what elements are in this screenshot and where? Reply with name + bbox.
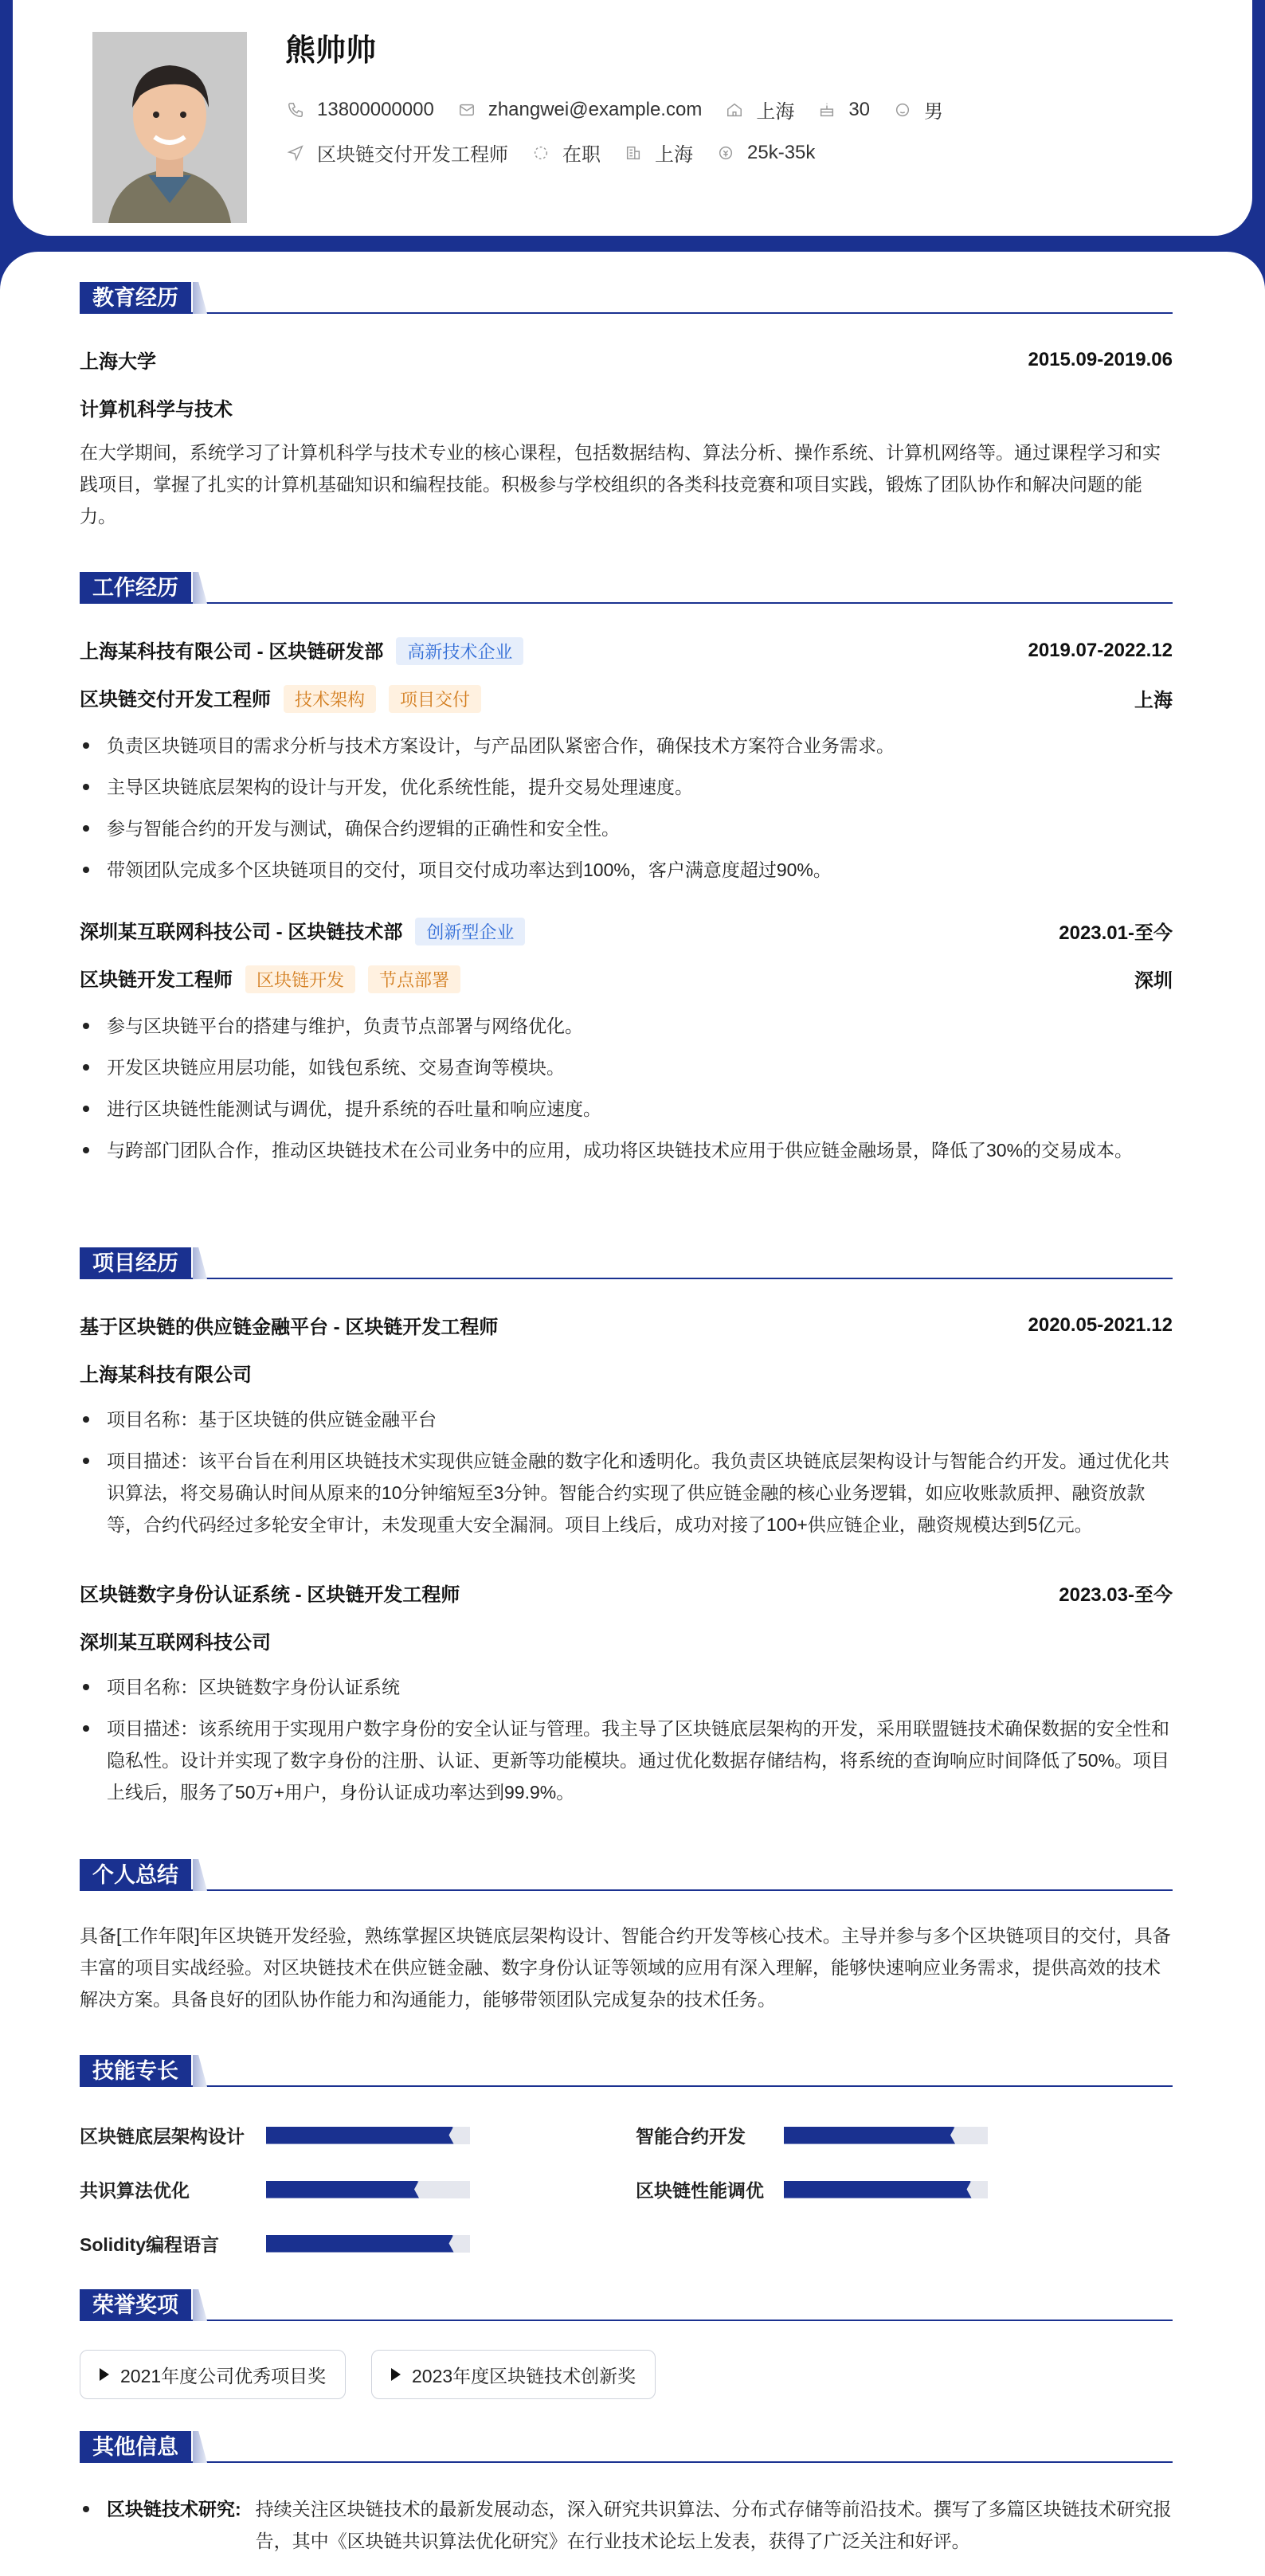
work-2-bullet: 进行区块链性能测试与调优，提升系统的吞吐量和响应速度。 [80, 1093, 1173, 1125]
skill-name: 共识算法优化 [80, 2180, 190, 2201]
skill-fill [784, 2127, 955, 2144]
money-icon [715, 143, 736, 163]
phone-text[interactable]: 13800000000 [317, 98, 434, 120]
project-1-period: 2020.05-2021.12 [1028, 1313, 1173, 1336]
email-item [456, 99, 703, 121]
project-2-bullet: 项目名称：区块链数字身份认证系统 [80, 1671, 1173, 1703]
skill-bar [784, 2181, 988, 2198]
age-item [817, 99, 870, 121]
gender-icon [892, 100, 913, 120]
skill-bar [266, 2235, 470, 2253]
work-2-location: 深圳 [1134, 970, 1173, 992]
section-tail [193, 2289, 207, 2321]
section-tail [193, 2431, 207, 2463]
education-major-row [80, 393, 1173, 421]
work-2-tag-1: 区块链开发 [245, 965, 355, 993]
education-header [80, 346, 1173, 374]
other-info-text: 持续关注区块链技术的最新发展动态，深入研究共识算法、分布式存储等前沿技术。撰写了多篇区块链技术研究报告，其中《区块链共识算法优化研究》在行业技术论坛上发表，获得了广泛关注和好评。 [255, 2499, 1172, 2551]
section-tail [193, 2055, 207, 2087]
project-1-bullet: 项目描述：该平台旨在利用区块链技术实现供应链金融的数字化和透明化。我负责区块链底层架构设计与智能合约开发。通过优化共识算法，将交易确认时间从原来的10分钟缩短至3分钟。智能合约实现了供应链金融的核心业务逻辑，如应收账款质押、融资放款等，合约代码经过多轮安全审计，未发现重大安全漏洞。项目上线后，成功对接了100+供应链企业，融资规模达到5亿元。 [80, 1445, 1173, 1541]
job-intent-row [285, 139, 837, 166]
work-2-title-wrap [80, 964, 460, 993]
skill-bar [266, 2127, 470, 2144]
section-education [80, 282, 1173, 314]
education-period: 2015.09-2019.06 [1028, 348, 1173, 370]
gender-text: 男 [924, 101, 944, 123]
work-1-header [80, 636, 1173, 665]
candidate-name: 熊帅帅 [285, 34, 377, 68]
education-description: 在大学期间，系统学习了计算机科学与技术专业的核心课程，包括数据结构、算法分析、操作系统、计算机网络等。通过课程学习和实践项目，掌握了扎实的计算机基础知识和编程技能。积极参与学校组织的各类科技竞赛和项目实践，锻炼了团队协作和解决问题的能力。 [80, 442, 1161, 527]
section-tail [193, 1247, 207, 1279]
phone-icon [285, 100, 306, 120]
section-title-summary: 个人总结 [80, 1859, 191, 1891]
skill-name: 区块链性能调优 [636, 2180, 764, 2201]
work-1-title: 区块链交付开发工程师 [80, 689, 271, 711]
summary-text: 具备[工作年限]年区块链开发经验，熟练掌握区块链底层架构设计、智能合约开发等核心技术。主导并参与多个区块链项目的交付，具备丰富的项目实战经验。对区块链技术在供应链金融、数字身份认证等领域的应用有深入理解，能够快速响应业务需求，提供高效的技术解决方案。具备良好的团队协作能力和沟通能力，能够带领团队完成复杂的技术任务。 [80, 1925, 1171, 2010]
section-title-projects: 项目经历 [80, 1247, 191, 1279]
section-summary [80, 1859, 1173, 1891]
work-2-bullet: 与跨部门团队合作，推动区块链技术在公司业务中的应用，成功将区块链技术应用于供应链金融场景，降低了30%的交易成本。 [80, 1134, 1173, 1166]
send-icon [285, 143, 306, 163]
work-1-bullet: 带领团队完成多个区块链项目的交付，项目交付成功率达到100%，客户满意度超过90%。 [80, 854, 1173, 886]
work-1-title-wrap [80, 683, 481, 713]
work-2-company-tag: 创新型企业 [415, 918, 525, 945]
section-title-education: 教育经历 [80, 282, 191, 314]
skill-name: Solidity编程语言 [80, 2234, 220, 2255]
phone-item [285, 99, 434, 121]
work-1-bullet: 主导区块链底层架构的设计与开发，优化系统性能，提升交易处理速度。 [80, 771, 1173, 803]
skill-item [636, 2122, 988, 2148]
skill-bar [784, 2127, 988, 2144]
status-item [531, 139, 601, 166]
section-projects [80, 1247, 1173, 1279]
section-title-skills: 技能专长 [80, 2055, 191, 2087]
project-2-header [80, 1579, 1173, 1607]
skill-item [636, 2176, 988, 2202]
work-2-title: 区块链开发工程师 [80, 969, 233, 991]
target-city-item [623, 139, 693, 166]
contact-row [285, 96, 965, 123]
work-1-bullet: 负责区块链项目的需求分析与技术方案设计，与产品团队紧密合作，确保技术方案符合业务需求。 [80, 730, 1173, 761]
honor-item [371, 2350, 656, 2399]
skill-fill [266, 2181, 419, 2198]
project-2-name: 区块链数字身份认证系统 - 区块链开发工程师 [80, 1584, 460, 1606]
school-name: 上海大学 [80, 351, 156, 373]
work-1-company-wrap [80, 636, 523, 665]
work-1-title-row [80, 683, 1173, 713]
section-other [80, 2431, 1173, 2463]
work-1-company: 上海某科技有限公司 - 区块链研发部 [80, 641, 384, 663]
building-icon [623, 143, 644, 163]
work-1-location: 上海 [1134, 690, 1173, 711]
salary-text: 25k-35k [747, 141, 816, 163]
section-tail [193, 282, 207, 314]
other-info-label: 区块链技术研究: [107, 2499, 241, 2519]
project-2-bullet: 项目描述：该系统用于实现用户数字身份的安全认证与管理。我主导了区块链底层架构的开发，采用联盟链技术确保数据的安全性和隐私性。设计并实现了数字身份的注册、认证、更新等功能模块。通过优化数据存储结构，将系统的查询响应时间降低了50%。项目上线后，服务了50万+用户，身份认证成功率达到99.9%。 [80, 1713, 1173, 1808]
work-2-period: 2023.01-至今 [1059, 922, 1173, 944]
work-2-bullet: 参与区块链平台的搭建与维护，负责节点部署与网络优化。 [80, 1010, 1173, 1042]
city-item [724, 96, 794, 123]
work-2-bullet: 开发区块链应用层功能，如钱包系统、交易查询等模块。 [80, 1051, 1173, 1083]
project-1-name: 基于区块链的供应链金融平台 - 区块链开发工程师 [80, 1317, 499, 1338]
skill-item [80, 2176, 470, 2202]
cake-icon [817, 100, 837, 120]
section-work [80, 572, 1173, 604]
project-2-company-row [80, 1627, 1173, 1654]
project-1-bullet: 项目名称：基于区块链的供应链金融平台 [80, 1403, 1173, 1435]
play-icon [100, 2368, 109, 2381]
mail-icon [456, 100, 477, 120]
work-2-title-row [80, 964, 1173, 993]
project-2-period: 2023.03-至今 [1059, 1584, 1173, 1606]
skill-bar [266, 2181, 470, 2198]
work-1-period: 2019.07-2022.12 [1028, 639, 1173, 661]
status-text: 在职 [562, 144, 601, 166]
age-text: 30 [848, 98, 871, 120]
skill-fill [266, 2235, 454, 2253]
gender-item [892, 96, 943, 123]
skill-item [80, 2230, 470, 2257]
other-info-item [80, 2493, 1173, 2557]
section-skills [80, 2055, 1173, 2087]
honor-item [80, 2350, 346, 2399]
work-1-tag-2: 项目交付 [389, 685, 481, 713]
skill-fill [784, 2181, 972, 2198]
resume-header [13, 0, 1252, 236]
honor-text: 2023年度区块链技术创新奖 [412, 2365, 636, 2386]
play-icon [391, 2368, 401, 2381]
major: 计算机科学与技术 [80, 399, 233, 421]
work-2-company-wrap [80, 916, 525, 945]
work-2-company: 深圳某互联网科技公司 - 区块链技术部 [80, 922, 403, 943]
section-title-honors: 荣誉奖项 [80, 2289, 191, 2321]
work-2-tag-2: 节点部署 [368, 965, 460, 993]
avatar [92, 32, 247, 223]
work-2-header [80, 916, 1173, 945]
home-icon [724, 100, 745, 120]
loading-icon [531, 143, 551, 163]
work-1-company-tag: 高新技术企业 [396, 637, 523, 665]
project-1-company: 上海某科技有限公司 [80, 1364, 252, 1386]
section-tail [193, 1859, 207, 1891]
project-1-company-row [80, 1359, 1173, 1387]
skill-item [80, 2122, 470, 2148]
honor-text: 2021年度公司优秀项目奖 [120, 2365, 327, 2386]
salary-item [715, 142, 815, 164]
target-job-text: 区块链交付开发工程师 [317, 144, 508, 166]
city-text: 上海 [756, 101, 795, 123]
section-title-other: 其他信息 [80, 2431, 191, 2463]
section-title-work: 工作经历 [80, 572, 191, 604]
project-1-header [80, 1311, 1173, 1339]
section-tail [193, 572, 207, 604]
email-text[interactable]: zhangwei@example.com [488, 98, 703, 120]
target-job-item [285, 139, 508, 166]
work-1-bullet: 参与智能合约的开发与测试，确保合约逻辑的正确性和安全性。 [80, 812, 1173, 844]
skill-name: 区块链底层架构设计 [80, 2126, 245, 2147]
skill-name: 智能合约开发 [636, 2126, 746, 2147]
section-honors [80, 2289, 1173, 2321]
work-1-tag-1: 技术架构 [284, 685, 376, 713]
project-2-company: 深圳某互联网科技公司 [80, 1632, 271, 1654]
target-city-text: 上海 [655, 144, 693, 166]
skill-fill [266, 2127, 454, 2144]
